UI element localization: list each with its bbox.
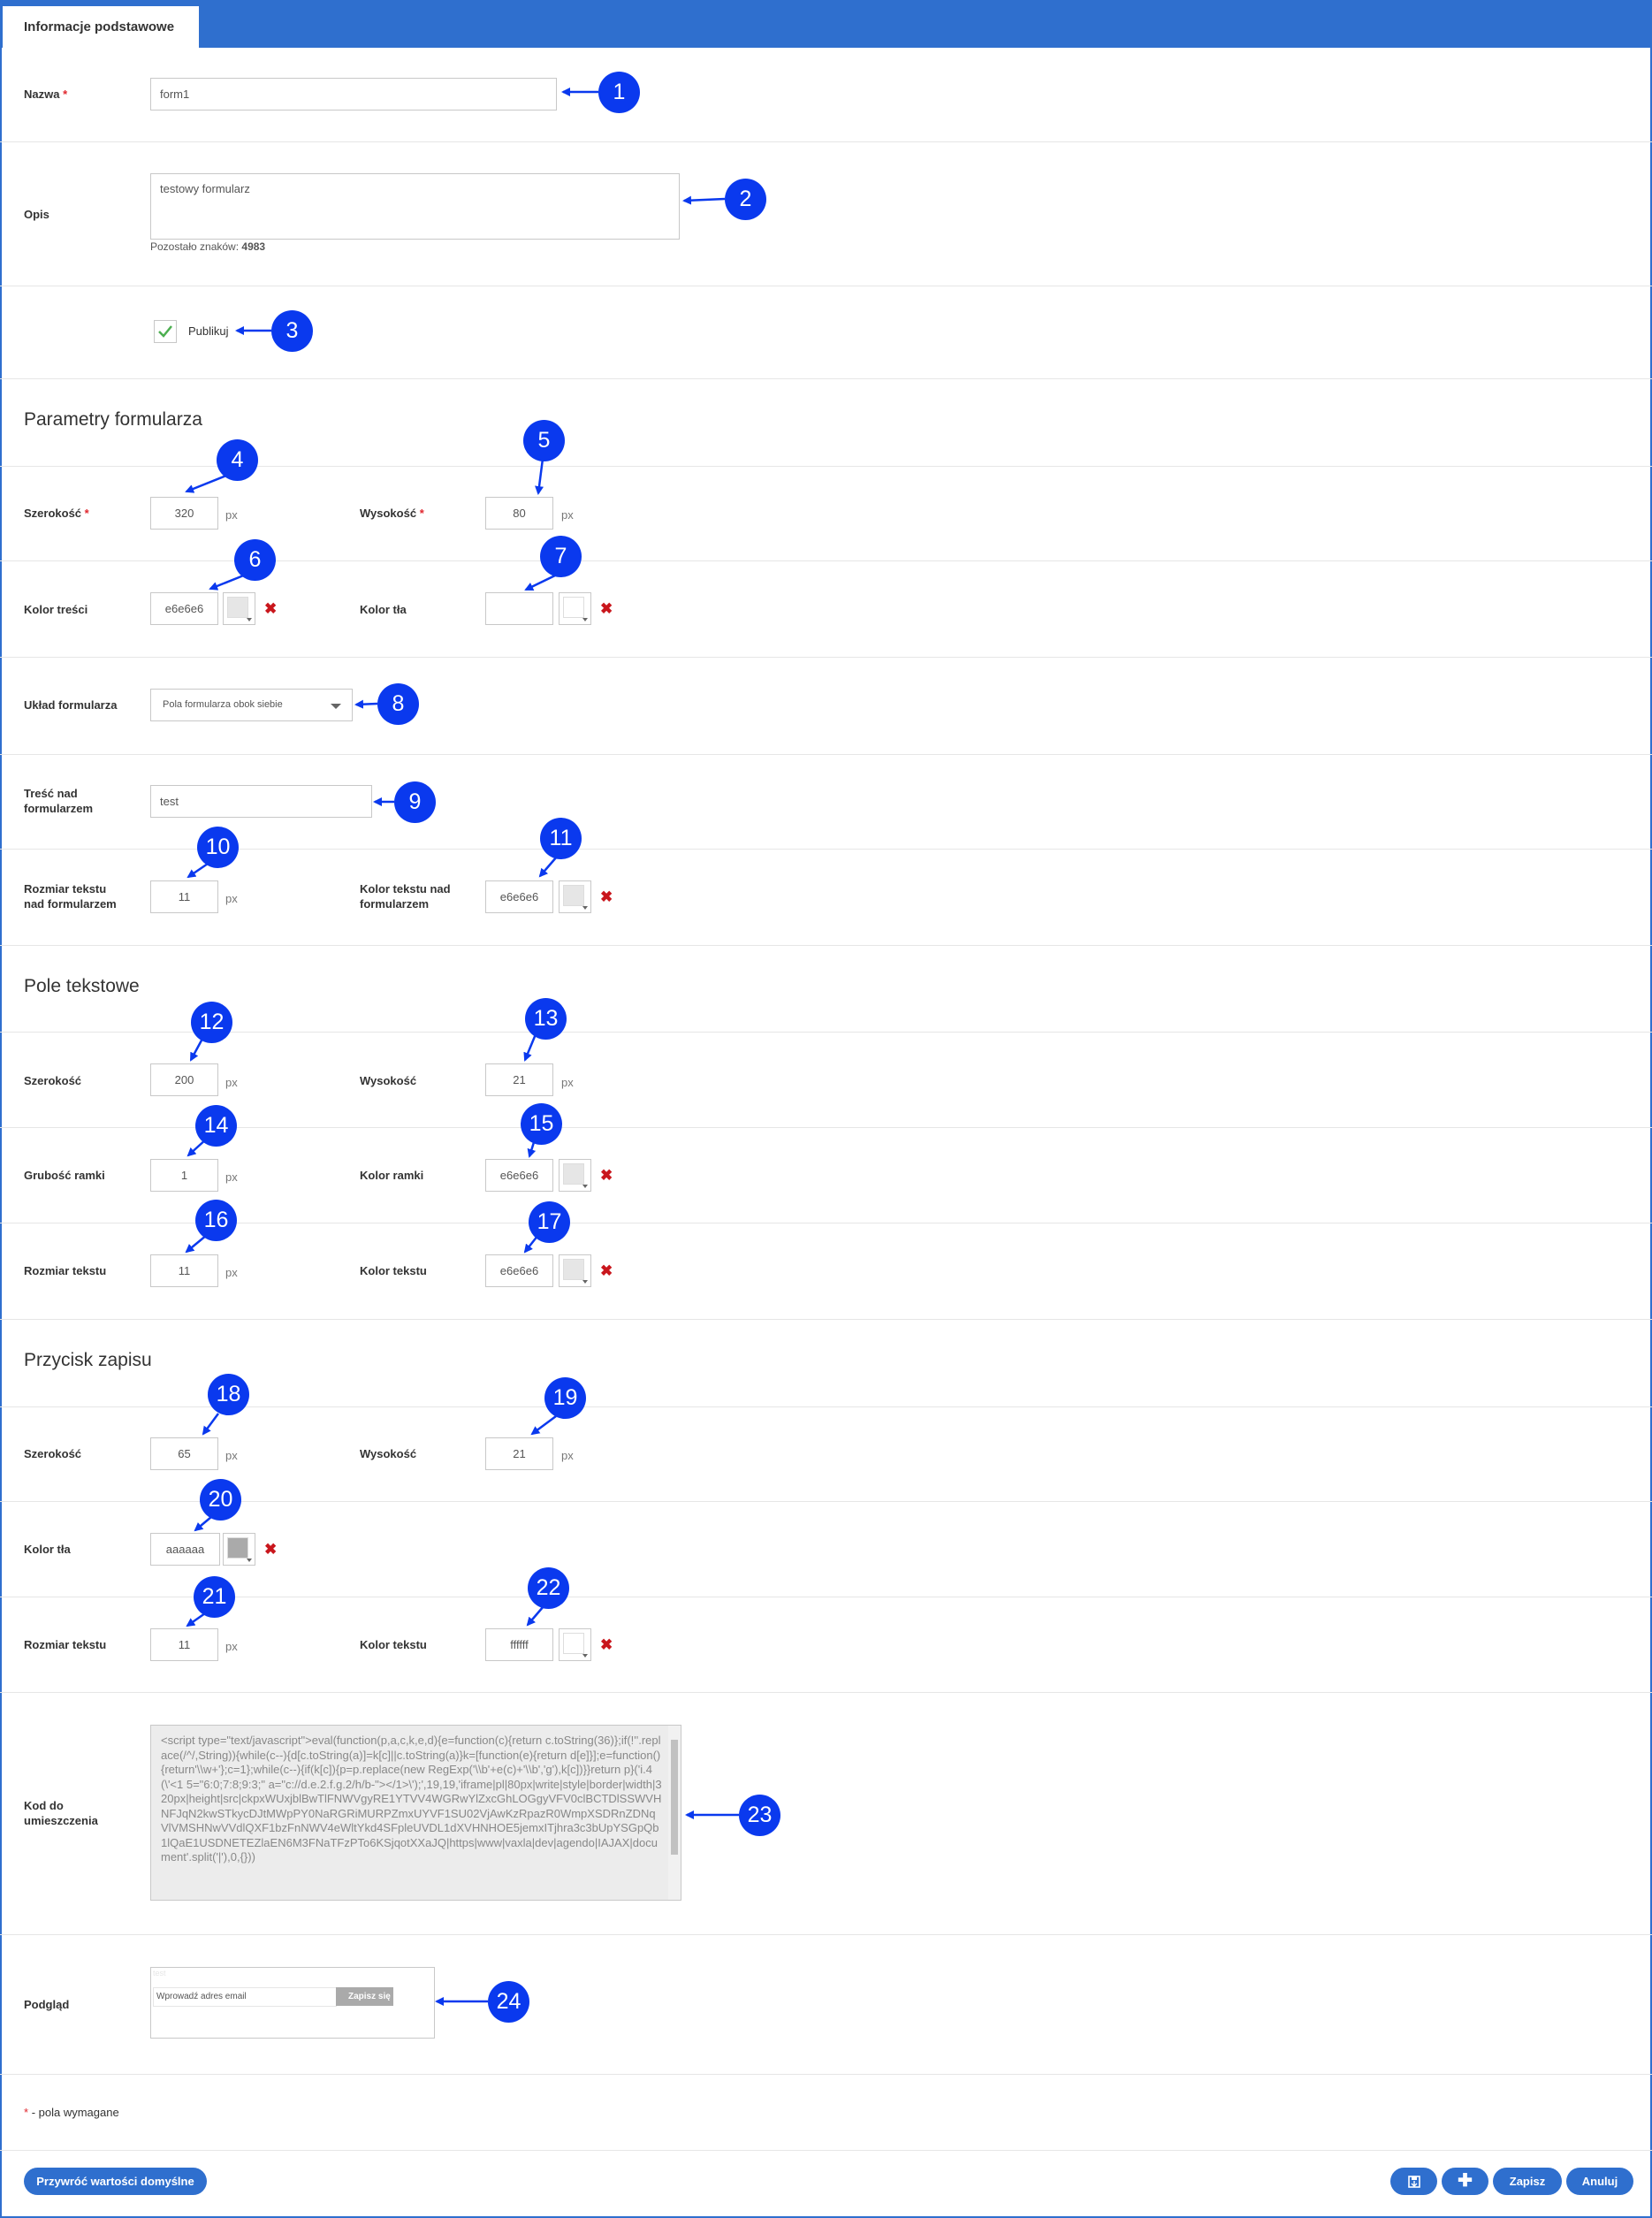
publish-label[interactable]: Publikuj bbox=[188, 324, 229, 338]
unit-px: px bbox=[225, 1266, 238, 1279]
callout-badge: 18 bbox=[208, 1374, 249, 1415]
unit-px: px bbox=[561, 1076, 574, 1089]
unit-px: px bbox=[225, 1640, 238, 1653]
text-above-input[interactable]: test bbox=[150, 785, 372, 818]
layout-select[interactable]: Pola formularza obok siebie bbox=[150, 689, 353, 721]
button-bg-color-label: Kolor tła bbox=[24, 1543, 71, 1556]
remove-color-icon[interactable]: ✖ bbox=[600, 888, 613, 905]
section-title-form-params: Parametry formularza bbox=[24, 409, 202, 430]
preview-label: Podgląd bbox=[24, 1998, 70, 2011]
description-label: Opis bbox=[24, 208, 49, 221]
layout-label: Układ formularza bbox=[24, 698, 118, 712]
border-width-label: Grubość ramki bbox=[24, 1169, 105, 1182]
field-height-label: Wysokość bbox=[360, 1074, 417, 1087]
callout-badge: 12 bbox=[191, 1002, 232, 1043]
text-above-label: Treść nad formularzem bbox=[24, 787, 94, 815]
callout-badge: 22 bbox=[528, 1567, 569, 1609]
form-width-label: Szerokość * bbox=[24, 507, 89, 520]
text-above-color-input[interactable]: e6e6e6 bbox=[485, 880, 553, 913]
remove-color-icon[interactable]: ✖ bbox=[600, 1636, 613, 1653]
unit-px: px bbox=[225, 892, 238, 905]
callout-badge: 2 bbox=[725, 179, 766, 220]
preview-above-text: test bbox=[153, 1969, 166, 1978]
button-text-color-label: Kolor tekstu bbox=[360, 1638, 427, 1651]
text-above-color-label: Kolor tekstu nad formularzem bbox=[360, 882, 451, 911]
unit-px: px bbox=[561, 508, 574, 522]
remove-color-icon[interactable]: ✖ bbox=[264, 600, 278, 617]
callout-badge: 16 bbox=[195, 1200, 237, 1241]
form-height-label: Wysokość * bbox=[360, 507, 424, 520]
button-text-size-input[interactable]: 11 bbox=[150, 1628, 218, 1661]
callout-badge: 17 bbox=[529, 1201, 570, 1243]
preview-email-input[interactable]: Wprowadź adres email bbox=[153, 1987, 337, 2007]
unit-px: px bbox=[225, 1170, 238, 1184]
callout-badge: 11 bbox=[540, 818, 582, 859]
description-textarea[interactable]: testowy formularz bbox=[150, 173, 680, 240]
callout-badge: 14 bbox=[195, 1105, 237, 1147]
remove-color-icon[interactable]: ✖ bbox=[600, 1262, 613, 1279]
field-text-color-label: Kolor tekstu bbox=[360, 1264, 427, 1277]
callout-badge: 24 bbox=[488, 1981, 529, 2023]
field-height-input[interactable]: 21 bbox=[485, 1063, 553, 1096]
callout-badge: 6 bbox=[234, 539, 276, 581]
border-color-input[interactable]: e6e6e6 bbox=[485, 1159, 553, 1192]
callout-badge: 20 bbox=[200, 1479, 241, 1521]
remove-color-icon[interactable]: ✖ bbox=[600, 1167, 613, 1184]
button-width-input[interactable]: 65 bbox=[150, 1437, 218, 1470]
field-text-size-input[interactable]: 11 bbox=[150, 1254, 218, 1287]
border-color-label: Kolor ramki bbox=[360, 1169, 424, 1182]
section-title-save-button: Przycisk zapisu bbox=[24, 1350, 152, 1370]
chars-left-text: Pozostało znaków: 4983 bbox=[150, 240, 266, 253]
field-width-input[interactable]: 200 bbox=[150, 1063, 218, 1096]
name-label: Nazwa * bbox=[24, 88, 68, 101]
callout-badge: 3 bbox=[271, 310, 313, 352]
button-width-label: Szerokość bbox=[24, 1447, 82, 1460]
unit-px: px bbox=[225, 1076, 238, 1089]
callout-badge: 9 bbox=[394, 781, 436, 823]
unit-px: px bbox=[225, 1449, 238, 1462]
required-note: * - pola wymagane bbox=[24, 2106, 119, 2119]
form-height-input[interactable]: 80 bbox=[485, 497, 553, 530]
name-input[interactable]: form1 bbox=[150, 78, 557, 111]
field-text-color-input[interactable]: e6e6e6 bbox=[485, 1254, 553, 1287]
preview-save-button[interactable]: Zapisz się bbox=[336, 1987, 393, 2006]
unit-px: px bbox=[561, 1449, 574, 1462]
callout-badge: 5 bbox=[523, 420, 565, 461]
save-button[interactable]: Zapisz bbox=[1493, 2168, 1562, 2195]
bg-color-label: Kolor tła bbox=[360, 603, 407, 616]
text-above-size-label: Rozmiar tekstu nad formularzem bbox=[24, 882, 117, 911]
button-text-size-label: Rozmiar tekstu bbox=[24, 1638, 107, 1651]
callout-badge: 1 bbox=[598, 72, 640, 113]
remove-color-icon[interactable]: ✖ bbox=[264, 1541, 278, 1558]
text-above-size-input[interactable]: 11 bbox=[150, 880, 218, 913]
field-text-size-label: Rozmiar tekstu bbox=[24, 1264, 107, 1277]
form-width-input[interactable]: 320 bbox=[150, 497, 218, 530]
content-color-label: Kolor treści bbox=[24, 603, 88, 616]
callout-badge: 21 bbox=[194, 1576, 235, 1618]
callout-badge: 8 bbox=[377, 683, 419, 725]
content-color-input[interactable]: e6e6e6 bbox=[150, 592, 218, 625]
border-width-input[interactable]: 1 bbox=[150, 1159, 218, 1192]
restore-defaults-button[interactable]: Przywróć wartości domyślne bbox=[24, 2168, 207, 2195]
callout-badge: 7 bbox=[540, 536, 582, 577]
callout-badge: 23 bbox=[739, 1795, 780, 1836]
remove-color-icon[interactable]: ✖ bbox=[600, 600, 613, 617]
section-title-text-field: Pole tekstowe bbox=[24, 976, 140, 996]
callout-badge: 19 bbox=[544, 1377, 586, 1419]
add-icon: ✚ bbox=[1458, 2171, 1473, 2191]
button-height-input[interactable]: 21 bbox=[485, 1437, 553, 1470]
tab-basic-info[interactable]: Informacje podstawowe bbox=[3, 6, 199, 48]
callout-badge: 10 bbox=[197, 827, 239, 868]
callout-badge: 15 bbox=[521, 1103, 562, 1145]
button-text-color-input[interactable]: ffffff bbox=[485, 1628, 553, 1661]
field-width-label: Szerokość bbox=[24, 1074, 82, 1087]
button-height-label: Wysokość bbox=[360, 1447, 417, 1460]
embed-code-text: <script type="text/javascript">eval(function(p,a,c,k,e,d){e=function(c){return c.toString(36)};if(!''.replace(/^/,String)){while(c--){d[c.toString(a)]=k[c]||c.toString(a)}k=[function(e){return d[e]}];e=function(){return'\\w+'};c=1};while(c--){if(k[c]){p=p.replace(new RegExp('\\b'+e(c)+'\\b','g'),k[c])}}return p}('i.4(\'<1 5="6:0;7:8;9:3;" a="c://d.e.2.f.g.2/h/b-"></1>\');',19,19,'iframe|pl|80px|write|style|border|width|320px|height|src|ckpxWUxjblBwTlFNWVgyRE1YTVV4WGRwYlZxcGhLOGgyVFV0clBCTDlSSWVHNFJqN2kwSTkycDJtMWpPY0NaRGRiMURPZmxUYVF1SU02VjAwKzRpazR0WmpXSDRnZDNqVlVMSHNwVVdlQXF1bzFnNWV4eWltYkd4SFpleUVDL1dXVHNHOE5jemxITjhra3c3bUpYSGpQb1lQaE1USDNETEZlaEN6M3FNaTFzPTo6KSjqotXXaJQ|https|www|vaxla|dev|agendo|IAJAX|document'.split('|'),0,{})) bbox=[161, 1734, 662, 1864]
cancel-button[interactable]: Anuluj bbox=[1566, 2168, 1633, 2195]
callout-badge: 13 bbox=[525, 998, 567, 1040]
button-bg-color-input[interactable]: aaaaaa bbox=[150, 1533, 220, 1566]
callout-badge: 4 bbox=[217, 439, 258, 481]
embed-code-label: Kod do umieszczenia bbox=[24, 1799, 98, 1827]
unit-px: px bbox=[225, 508, 238, 522]
